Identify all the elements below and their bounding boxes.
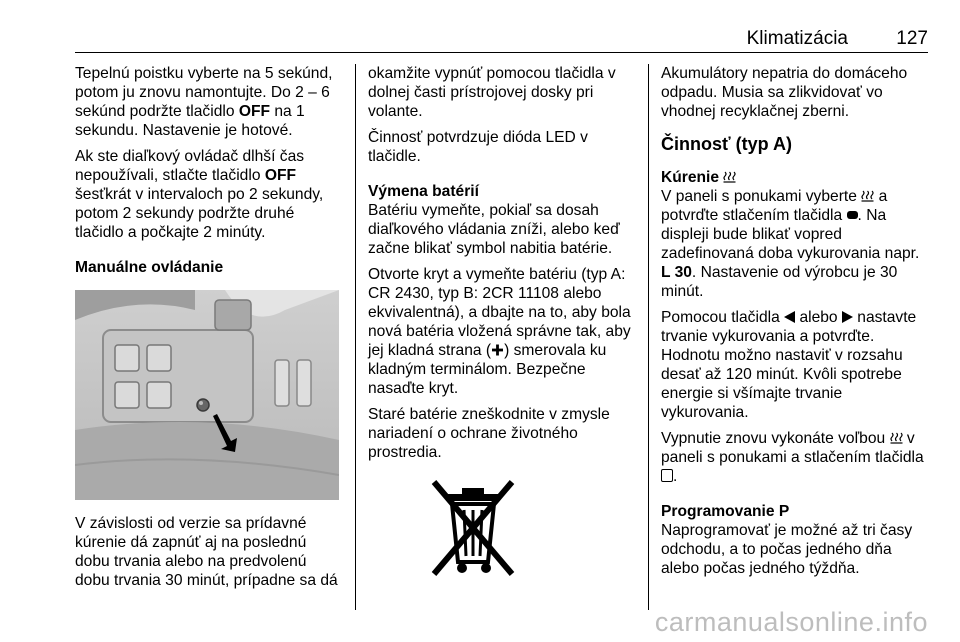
section-title: Klimatizácia <box>746 28 848 49</box>
page-number: 127 <box>896 28 928 49</box>
text: šesťkrát v intervaloch po 2 sekundy, potom 2 sekundy podržte druhé tlačidlo a počkajte 2 minúty. <box>75 186 324 241</box>
text: ) smerovala ku kladným terminálom. Bezpečne nasaďte kryt. <box>368 342 607 397</box>
rounded-square-icon <box>661 469 673 482</box>
right-triangle-icon <box>842 311 853 323</box>
text: . Na displeji bude blikať vopred zadefinovaná doba vykurovania napr. <box>661 207 920 262</box>
text: nastavte trvanie vykurovania a potvrďte. Hodnotu možno nastaviť v rozsahu desať až 120 minút. Kvôli spotrebe energie si všímajte trvanie vykurovania. <box>661 309 917 421</box>
text: Ak ste diaľkový ovládač dlhší čas nepoužívali, stlačte tlačidlo <box>75 148 305 184</box>
heater-waves-icon <box>723 169 736 186</box>
paragraph: okamžite vypnúť pomocou tlačidla v dolnej časti prístrojovej dosky pri volante. <box>368 65 616 120</box>
heading-heating <box>661 168 931 187</box>
paragraph <box>75 147 343 242</box>
bold-text: OFF <box>238 103 271 120</box>
paragraph: Staré batérie zneškodnite v zmysle nariadení o ochrane životného prostredia. <box>368 406 610 461</box>
heading-programming: Programovanie P <box>661 503 790 520</box>
paragraph <box>661 429 931 486</box>
paragraph <box>661 187 931 301</box>
text: a potvrďte stlačením tlačidla <box>661 188 888 224</box>
column-1 <box>75 64 343 597</box>
column-divider <box>648 64 649 610</box>
paragraph <box>661 308 931 422</box>
heading-battery-replacement: Výmena batérií <box>368 183 479 200</box>
paragraph: Činnosť potvrdzuje dióda LED v tlačidle. <box>368 129 588 165</box>
column-divider <box>355 64 356 610</box>
text: alebo <box>795 309 838 326</box>
paragraph <box>75 64 343 140</box>
crossed-out-bin-icon <box>428 476 518 580</box>
heater-waves-icon <box>890 430 903 447</box>
paragraph: Naprogramovať je možné až tri časy odchodu, a to počas jedného dňa alebo počas jedného týždňa. <box>661 522 913 577</box>
text: . Nastavenie od výrobcu je 30 minút. <box>661 264 898 300</box>
paragraph: Akumulátory nepatria do domáceho odpadu. Musia sa zlikvidovať vo vhodnej recyklačnej zberni. <box>661 65 908 120</box>
column-2 <box>368 64 636 580</box>
heading-manual-control: Manuálne ovládanie <box>75 259 224 276</box>
filled-pill-button-icon <box>847 211 858 219</box>
page-header <box>75 28 928 52</box>
text: Pomocou tlačidla <box>661 309 780 326</box>
text: V paneli s ponukami vyberte <box>661 188 857 205</box>
heater-waves-icon <box>861 188 874 205</box>
paragraph: V závislosti od verzie sa prídavné kúrenie dá zapnúť aj na poslednú dobu trvania alebo na predvolenú dobu trvania 30 minút, prípadne sa dá <box>75 515 338 589</box>
paragraph <box>368 265 636 398</box>
column-3 <box>661 64 931 585</box>
left-triangle-icon <box>784 311 795 323</box>
text: Otvorte kryt a vymeňte batériu (typ A: CR 2430, typ B: 2CR 11108 alebo ekvivalentná), a dbajte na to, aby bola nová batéria vložená správne tak, aby jej kladná strana ( <box>368 266 631 359</box>
text: Tepelnú poistku vyberte na 5 sekúnd, potom ju znovu namontujte. Do 2 – 6 sekúnd podržte tlačidlo <box>75 65 333 120</box>
text: Vypnutie znovu vykonáte voľbou <box>661 430 886 447</box>
text: v paneli s ponukami a stlačením tlačidla <box>661 430 924 466</box>
bold-text: OFF <box>264 167 297 184</box>
dashboard-button-photo <box>75 290 339 500</box>
header-rule <box>75 52 928 53</box>
text: na 1 sekundu. Nastavenie je hotové. <box>75 103 305 139</box>
paragraph: Batériu vymeňte, pokiaľ sa dosah diaľkového vládania zníži, alebo keď začne blikať symbol nabitia batérie. <box>368 202 620 257</box>
watermark: carmanualsonline.info <box>654 607 928 637</box>
bold-text: L 30 <box>661 264 692 281</box>
text: Kúrenie <box>661 169 720 186</box>
text: . <box>673 468 678 485</box>
heading-operation-type-a: Činnosť (typ A) <box>661 134 792 154</box>
plus-icon <box>491 342 504 359</box>
